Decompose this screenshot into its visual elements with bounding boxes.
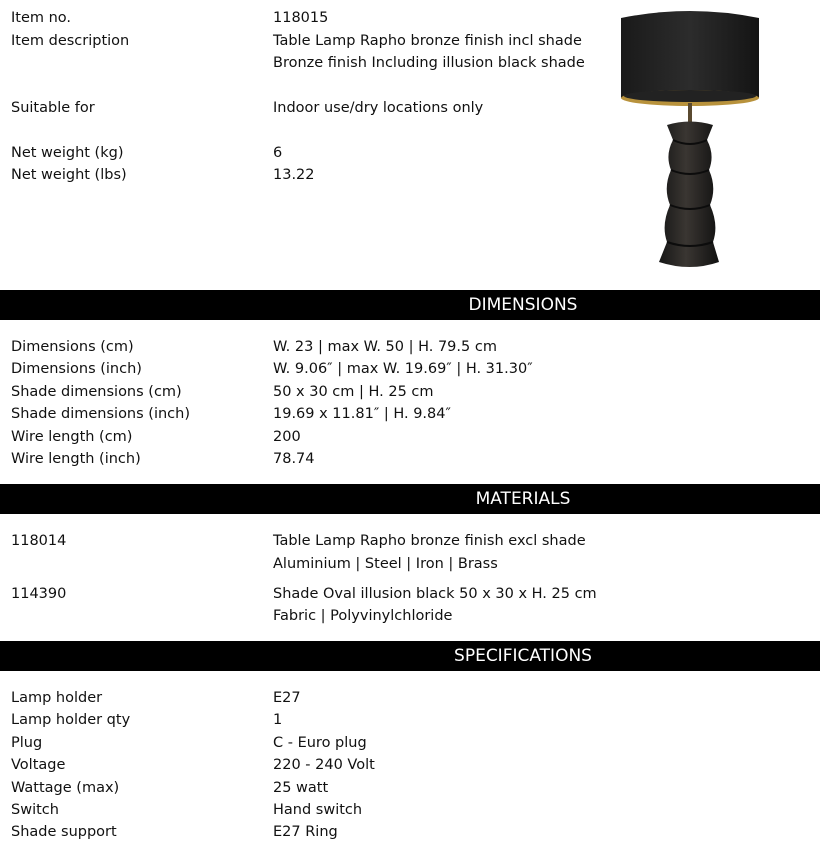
item-description-label: Item description [11, 33, 130, 49]
switch-label: Switch [11, 802, 59, 818]
dimensions-section-header [0, 290, 820, 320]
item-description-line2: Bronze finish Including illusion black shade [273, 55, 585, 71]
lamp-holder-qty-value: 1 [273, 712, 283, 728]
switch-value: Hand switch [273, 802, 363, 818]
item-description-line1: Table Lamp Rapho bronze finish incl shade [273, 33, 582, 49]
material-description: Table Lamp Rapho bronze finish excl shade [273, 533, 586, 549]
plug-value: C - Euro plug [273, 735, 367, 751]
product-image-table-lamp [615, 10, 765, 272]
materials-section-header [0, 484, 820, 514]
material-code: 118014 [11, 533, 67, 549]
net-weight-lbs-value: 13.22 [273, 167, 315, 183]
voltage-label: Voltage [11, 757, 66, 773]
shade-dimensions-cm-value: 50 x 30 cm | H. 25 cm [273, 384, 434, 400]
wattage-value: 25 watt [273, 780, 329, 796]
material-composition: Aluminium | Steel | Iron | Brass [273, 556, 498, 572]
lamp-holder-label: Lamp holder [11, 690, 103, 706]
plug-label: Plug [11, 735, 43, 751]
net-weight-lbs-label: Net weight (lbs) [11, 167, 127, 183]
wire-length-inch-label: Wire length (inch) [11, 451, 141, 467]
dimensions-cm-label: Dimensions (cm) [11, 339, 134, 355]
wire-length-cm-value: 200 [273, 429, 301, 445]
shade-support-value: E27 Ring [273, 824, 338, 840]
specifications-section-header [0, 641, 820, 671]
dimensions-inch-label: Dimensions (inch) [11, 361, 142, 377]
suitable-for-label: Suitable for [11, 100, 95, 116]
wattage-label: Wattage (max) [11, 780, 120, 796]
shade-dimensions-cm-label: Shade dimensions (cm) [11, 384, 182, 400]
lamp-holder-qty-label: Lamp holder qty [11, 712, 131, 728]
wire-length-cm-label: Wire length (cm) [11, 429, 133, 445]
shade-dimensions-inch-label: Shade dimensions (inch) [11, 406, 190, 422]
net-weight-kg-label: Net weight (kg) [11, 145, 124, 161]
dimensions-section-title: DIMENSIONS [468, 295, 578, 315]
net-weight-kg-value: 6 [273, 145, 283, 161]
item-no-label: Item no. [11, 10, 72, 26]
material-composition: Fabric | Polyvinylchloride [273, 608, 453, 624]
material-code: 114390 [11, 586, 67, 602]
shade-dimensions-inch-value: 19.69 x 11.81″ | H. 9.84″ [273, 406, 451, 422]
suitable-for-value: Indoor use/dry locations only [273, 100, 484, 116]
shade-support-label: Shade support [11, 824, 117, 840]
item-no-value: 118015 [273, 10, 329, 26]
dimensions-inch-value: W. 9.06″ | max W. 19.69″ | H. 31.30″ [273, 361, 533, 377]
dimensions-cm-value: W. 23 | max W. 50 | H. 79.5 cm [273, 339, 497, 355]
voltage-value: 220 - 240 Volt [273, 757, 375, 773]
material-description: Shade Oval illusion black 50 x 30 x H. 25 cm [273, 586, 597, 602]
lamp-holder-value: E27 [273, 690, 301, 706]
wire-length-inch-value: 78.74 [273, 451, 315, 467]
materials-section-title: MATERIALS [475, 489, 571, 509]
specifications-section-title: SPECIFICATIONS [454, 646, 592, 666]
